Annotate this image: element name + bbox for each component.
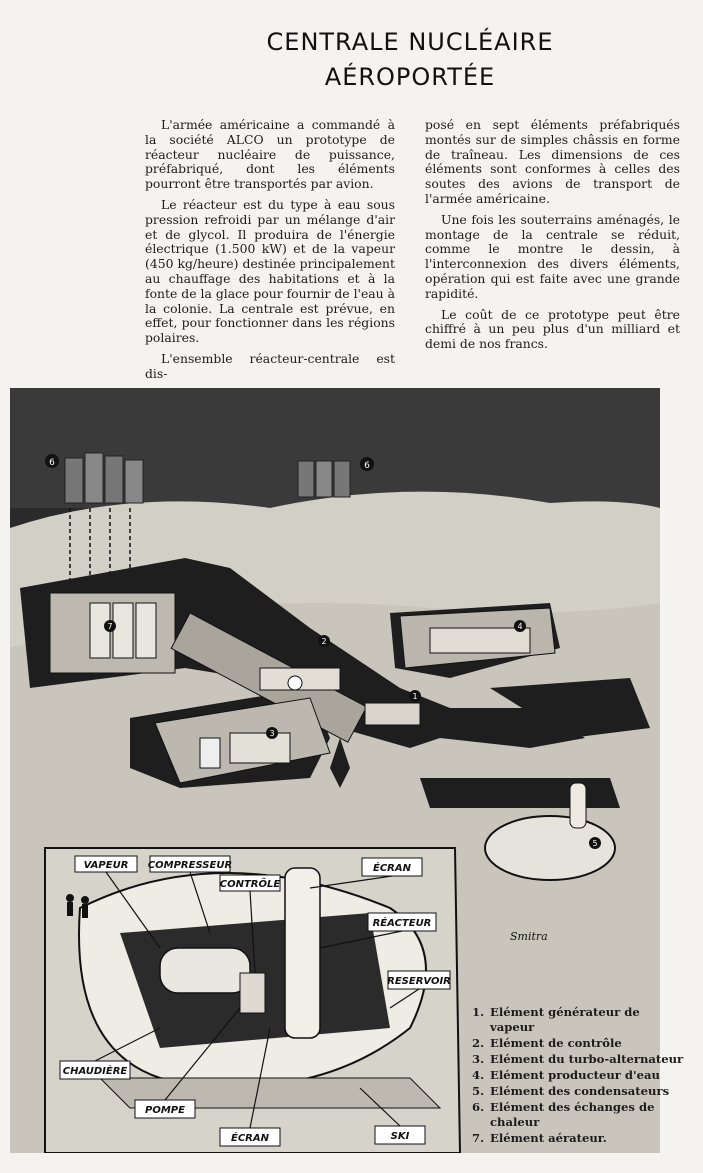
legend-item [472, 1052, 684, 1067]
legend-text: Elément des échanges de chaleur [490, 1100, 655, 1129]
marker-7: 7 [107, 622, 113, 631]
article-paragraph: Le réacteur est du type à eau sous pression refroidi par un mélange d'air et de glycol. Il produira de l'énergie électrique (1.500 kW) et de la vapeur (450 kg/heure) destinée principalement au chauffage des habitations et à la fonte de la glace pour fournir de l'eau à la colonie. La centrale est prévue, en effet, pour fonctionner dans les régions polaires. [145, 196, 395, 346]
label-ecran-top: ÉCRAN [373, 863, 411, 874]
legend-item [472, 1100, 684, 1130]
article-paragraph: Le coût de ce prototype peut être chiffré à un peu plus d'un milliard et demi de nos francs. [425, 306, 680, 352]
legend-text: Elément aérateur. [490, 1131, 607, 1145]
legend-number: 1. [472, 1005, 485, 1019]
legend-number: 2. [472, 1036, 485, 1050]
legend-item [472, 1036, 684, 1051]
label-controle: CONTRÔLE [219, 879, 281, 890]
marker-2: 3 [269, 729, 275, 738]
artist-signature: Smitra [510, 930, 548, 943]
article-paragraph: posé en sept éléments préfabriqués montés sur de simples châssis en forme de traîneau. Les dimensions de ces éléments sont conformes à celles des soutes des avions de transport de l'armée américaine. [425, 117, 680, 206]
legend-number: 3. [472, 1052, 485, 1066]
marker-6-left: 6 [49, 458, 55, 468]
page-title-line-2: AÉROPORTÉE [324, 63, 496, 91]
aerator-room [50, 593, 175, 673]
legend-text: Elément des condensateurs [490, 1084, 670, 1098]
marker-1: 1 [412, 692, 418, 701]
marker-4: 4 [517, 622, 523, 631]
label-reacteur: RÉACTEUR [372, 918, 432, 929]
legend-item [472, 1131, 684, 1146]
label-compresseur: COMPRESSEUR [147, 860, 233, 871]
label-chaudiere: CHAUDIÈRE [62, 1066, 128, 1077]
marker-6-right: 6 [364, 461, 370, 471]
legend-number: 7. [472, 1131, 485, 1145]
legend-text: Elément producteur d'eau [490, 1068, 660, 1082]
legend-text: Elément du turbo-alternateur [490, 1052, 684, 1066]
article-column-right [425, 118, 680, 358]
label-vapeur: VAPEUR [83, 860, 129, 871]
legend-item [472, 1068, 684, 1083]
article-paragraph: Une fois les souterrains aménagés, le montage de la centrale se réduit, comme le montre le dessin, à l'interconnexion des divers éléments, opération qui est faite avec une grande rapidité. [425, 211, 680, 301]
legend-number: 4. [472, 1068, 485, 1082]
label-ecran-bottom: ÉCRAN [231, 1133, 269, 1144]
legend-number: 5. [472, 1084, 485, 1098]
marker-3: 2 [321, 637, 327, 646]
reactor-detail-inset [45, 848, 460, 1153]
article-paragraph: L'ensemble réacteur-centrale est dis- [145, 350, 395, 381]
page-title-line-1: CENTRALE NUCLÉAIRE [266, 28, 554, 56]
legend-text: Elément de contrôle [490, 1036, 622, 1050]
legend-number: 6. [472, 1100, 485, 1114]
marker-5: 5 [592, 839, 598, 848]
illustration-legend [472, 1005, 684, 1147]
article-column-left [145, 118, 395, 388]
label-ski: SKI [390, 1131, 410, 1142]
legend-item [472, 1005, 684, 1035]
article-paragraph: L'armée américaine a commandé à la société ALCO un prototype de réacteur nucléaire de puissance, préfabriqué, dont les éléments pourront être transportés par avion. [145, 117, 395, 192]
legend-text: Elément générateur de vapeur [490, 1005, 640, 1034]
label-reservoir: RESERVOIR [387, 976, 451, 987]
legend-item [472, 1084, 684, 1099]
label-pompe: POMPE [145, 1105, 185, 1116]
